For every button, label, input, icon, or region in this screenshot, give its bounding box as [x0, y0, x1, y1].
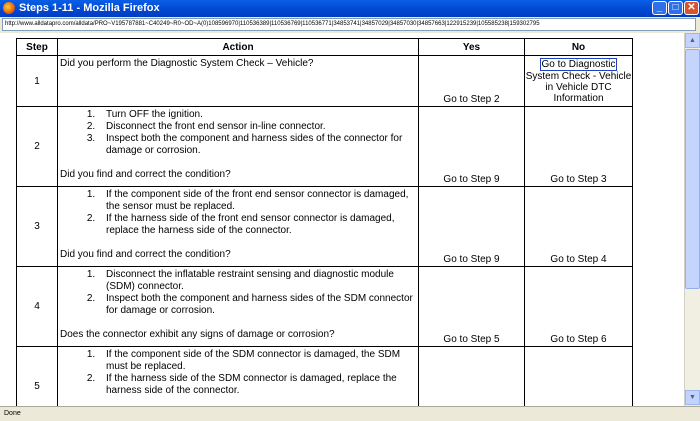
diagnostic-system-check-link[interactable]: Go to Diagnostic	[541, 59, 616, 70]
step-number: 2	[17, 107, 58, 187]
status-text: Done	[4, 410, 21, 417]
header-action: Action	[58, 39, 419, 56]
list-item: 1. Disconnect the inflatable restraint sensing and diagnostic module (SDM) connector.	[98, 269, 414, 293]
yes-cell	[419, 347, 525, 407]
list-item: 1. If the component side of the SDM connector is damaged, the SDM must be replaced.	[98, 349, 414, 373]
yes-cell: Go to Step 2	[419, 56, 525, 107]
list-item: 2. If the harness side of the SDM connector is damaged, replace the harness side of the connector.	[98, 373, 414, 397]
action-list	[60, 349, 414, 397]
question-text: Does the connector exhibit any signs of damage or corrosion?	[60, 329, 335, 340]
yes-cell: Go to Step 5	[419, 267, 525, 347]
no-cell: Go to Step 6	[525, 267, 633, 347]
question-text: Did you perform the Diagnostic System Check – Vehicle?	[60, 58, 314, 69]
no-cell	[525, 56, 633, 107]
steps-table	[16, 38, 633, 406]
header-no: No	[525, 39, 633, 56]
header-step: Step	[17, 39, 58, 56]
yes-cell: Go to Step 9	[419, 107, 525, 187]
scroll-down-icon[interactable]: ▼	[685, 390, 700, 405]
no-cell: Go to Step 3	[525, 107, 633, 187]
list-item: 3. Inspect both the component and harness sides of the connector for damage or corrosion.	[98, 133, 414, 157]
list-item: 2. Disconnect the front end sensor in-line connector.	[98, 121, 414, 133]
question-text: Did you find and correct the condition?	[60, 249, 231, 260]
minimize-button[interactable]: _	[652, 1, 667, 15]
scroll-thumb[interactable]	[685, 49, 700, 289]
status-bar	[0, 406, 700, 421]
page-content	[0, 33, 684, 406]
maximize-button[interactable]: □	[668, 1, 683, 15]
action-cell	[58, 56, 419, 107]
url-field[interactable]: http://www.alldatapro.com/alldata/PRO~V195787881~C40249~R0~OD~A(0)108596970|110536389|110536769|110536771|34853741|34857029|34857030|34857663|122915239|105585238|159302795	[2, 18, 696, 31]
no-cell-text: System Check - Vehicle in Vehicle DTC Information	[525, 71, 632, 104]
table-row	[17, 347, 633, 407]
list-item: 1. If the component side of the front end sensor connector is damaged, the sensor must be replaced.	[98, 189, 414, 213]
step-number: 1	[17, 56, 58, 107]
close-button[interactable]: ✕	[684, 1, 699, 15]
vertical-scrollbar[interactable]	[684, 33, 700, 406]
list-item: 2. If the harness side of the front end sensor connector is damaged, replace the harness side of the connector.	[98, 213, 414, 237]
firefox-icon	[3, 2, 15, 14]
no-cell	[525, 347, 633, 407]
table-row	[17, 187, 633, 267]
header-yes: Yes	[419, 39, 525, 56]
list-item: 1. Turn OFF the ignition.	[98, 109, 414, 121]
action-list	[60, 189, 414, 237]
window-title: Steps 1-11 - Mozilla Firefox	[19, 2, 160, 14]
action-list	[60, 269, 414, 317]
step-number: 5	[17, 347, 58, 407]
action-cell	[58, 107, 419, 187]
action-cell	[58, 187, 419, 267]
action-list	[60, 109, 414, 157]
no-cell: Go to Step 4	[525, 187, 633, 267]
step-number: 4	[17, 267, 58, 347]
scroll-up-icon[interactable]: ▲	[685, 33, 700, 48]
table-row	[17, 56, 633, 107]
table-header-row	[17, 39, 633, 56]
window-titlebar	[0, 0, 700, 17]
table-row	[17, 267, 633, 347]
table-row	[17, 107, 633, 187]
yes-cell: Go to Step 9	[419, 187, 525, 267]
action-cell	[58, 347, 419, 407]
question-text: Did you find and correct the condition?	[60, 169, 231, 180]
address-bar	[0, 17, 700, 33]
step-number: 3	[17, 187, 58, 267]
list-item: 2. Inspect both the component and harness sides of the SDM connector for damage or corrosion.	[98, 293, 414, 317]
action-cell	[58, 267, 419, 347]
